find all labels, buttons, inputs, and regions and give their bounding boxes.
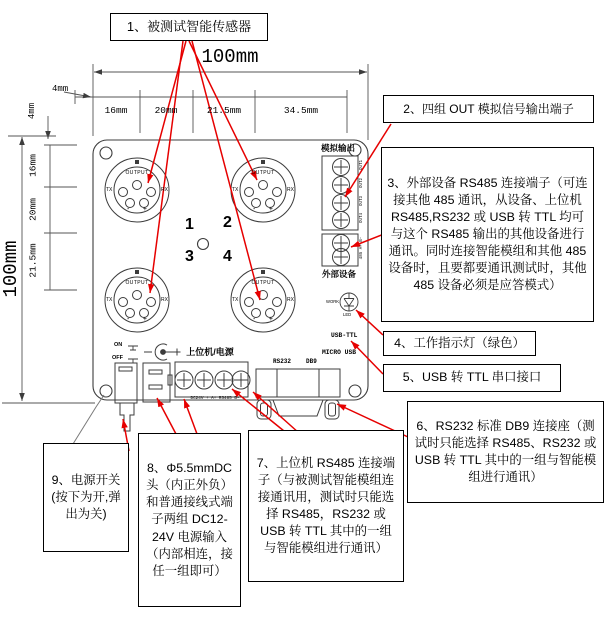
external-device-label: 外部设备: [321, 269, 356, 279]
dim-top-offset: 4mm: [52, 84, 69, 94]
dim-top-seg-2: 20mm: [154, 105, 178, 116]
sensor-number-3: 3: [185, 248, 194, 265]
host-pins-label: DC24V + A+ RS485 B-: [190, 396, 240, 401]
callout-6-db9: 6、RS232 标准 DB9 连接座（测试时只能选择 RS485、RS232 或 USB 转 TTL 其中的一组与智能模组进行通讯）: [407, 401, 604, 503]
work-led: [340, 293, 358, 311]
sensor-2-output-label: OUTPUT: [251, 169, 275, 176]
dc-jack: [143, 363, 172, 402]
sensor-2-rx-label: RX: [287, 186, 294, 193]
sensor-1-plus-label: +: [142, 206, 147, 213]
host-power-terminal: [175, 362, 250, 397]
sensor-3-plus-label: +: [142, 316, 147, 323]
sensor-number-4: 4: [223, 248, 232, 265]
sensor-4-tx-label: TX: [232, 296, 239, 303]
sensor-4-rx-label: RX: [287, 296, 294, 303]
led-work-label: WORK: [326, 299, 340, 304]
dim-top-total: 100mm: [201, 46, 259, 68]
on-label: ON: [114, 342, 123, 348]
analog-pin-out2: OUT2: [360, 177, 364, 189]
dim-top-seg-3: 21.5mm: [206, 105, 242, 116]
dim-left-seg-2: 20mm: [27, 198, 39, 221]
corner-hole-bottom-left: [100, 385, 112, 397]
center-hole: [198, 239, 209, 250]
dim-top-seg-4: 34.5mm: [283, 105, 319, 116]
callout-4-work-led: 4、工作指示灯（绿色）: [383, 331, 536, 356]
power-switch: [115, 363, 137, 431]
sensor-4-minus-label: -: [253, 316, 256, 323]
callout-3-ext-rs485: 3、外部设备 RS485 连接端子（可连接其他 485 通讯，从设备、上位机 RS485,RS232 或 USB 转 TTL 均可与这个 RS485 输出的其他设备进行通讯。同时连接智能模组和其他 485 设备时，且要都要通讯测试时，其他 485 设备必须是应答模式）: [381, 147, 594, 322]
led-bottom-label: LED: [343, 312, 352, 317]
sensor-3-tx-label: TX: [106, 296, 113, 303]
analog-output-terminal: [322, 156, 358, 230]
dim-left-total: 100mm: [0, 240, 22, 298]
sensor-1-minus-label: -: [127, 206, 130, 213]
sensor-1-labels: [105, 158, 169, 222]
external-device-terminal: [322, 234, 358, 266]
callout-1-sensors: 1、被测试智能传感器: [110, 13, 268, 41]
sensor-4-labels: [231, 268, 295, 332]
callout9-leader-line: [73, 395, 104, 444]
sensor-number-1: 1: [185, 216, 194, 233]
sensor-4-output-label: OUTPUT: [251, 279, 275, 286]
db9-label: DB9: [306, 358, 317, 365]
callout-2-analog-out: 2、四组 OUT 模拟信号输出端子: [383, 95, 594, 123]
sensor-3-minus-label: -: [127, 316, 130, 323]
micro-usb-label: MICRO USB: [322, 349, 357, 356]
callout-7-host-rs485: 7、上位机 RS485 连接端子（与被测试智能模组连接通讯用，测试时只能选择 RS485，RS232 或 USB 转 TTL 其中的一组与智能模组进行通讯）: [248, 430, 404, 582]
analog-pin-out4: OUT4: [360, 212, 364, 224]
analog-output-label: 模拟输出: [320, 143, 355, 153]
sensor-2-labels: [231, 158, 295, 222]
sensor-3-output-label: OUTPUT: [125, 279, 149, 286]
sensor-number-2: 2: [223, 214, 232, 231]
db9-connector: [256, 369, 340, 419]
sensor-1-rx-label: RX: [161, 186, 168, 193]
host-power-label: 上位机/电源: [186, 347, 234, 357]
sensor-1-output-label: OUTPUT: [125, 169, 149, 176]
sensor-3-labels: [105, 268, 169, 332]
rs232-label: RS232: [273, 358, 292, 365]
sensor-4-plus-label: +: [268, 316, 273, 323]
dim-left-seg-3: 21.5mm: [27, 243, 39, 278]
sensor-1-tx-label: TX: [106, 186, 113, 193]
on-off-icons: [128, 346, 138, 363]
sensor-3-rx-label: RX: [161, 296, 168, 303]
dim-top-seg-1: 16mm: [104, 105, 128, 116]
analog-pin-out1: OUT1: [360, 159, 364, 171]
annotation-arrows: [123, 41, 408, 451]
corner-hole-bottom-right: [349, 385, 361, 397]
callout-9-power-switch: 9、电源开关(按下为开,弹出为关): [43, 443, 129, 552]
dim-left-offset: 4mm: [27, 102, 37, 120]
off-label: OFF: [112, 355, 123, 361]
callout-8-dc-input: 8、Φ5.5mmDC 头（内正外负）和普通接线式端子两组 DC12-24V 电源输入（内部相连，接任一组即可）: [138, 433, 241, 607]
dim-left-seg-1: 16mm: [27, 154, 39, 177]
sensor-2-tx-label: TX: [232, 186, 239, 193]
sensor-2-minus-label: -: [253, 206, 256, 213]
callout-5-usb-ttl: 5、USB 转 TTL 串口接口: [383, 364, 561, 392]
sensor-2-plus-label: +: [268, 206, 273, 213]
analog-pin-out3: OUT3: [360, 195, 364, 207]
ext-pin-label: 485 A+ B-: [360, 236, 364, 260]
usb-ttl-label: USB-TTL: [331, 332, 358, 339]
